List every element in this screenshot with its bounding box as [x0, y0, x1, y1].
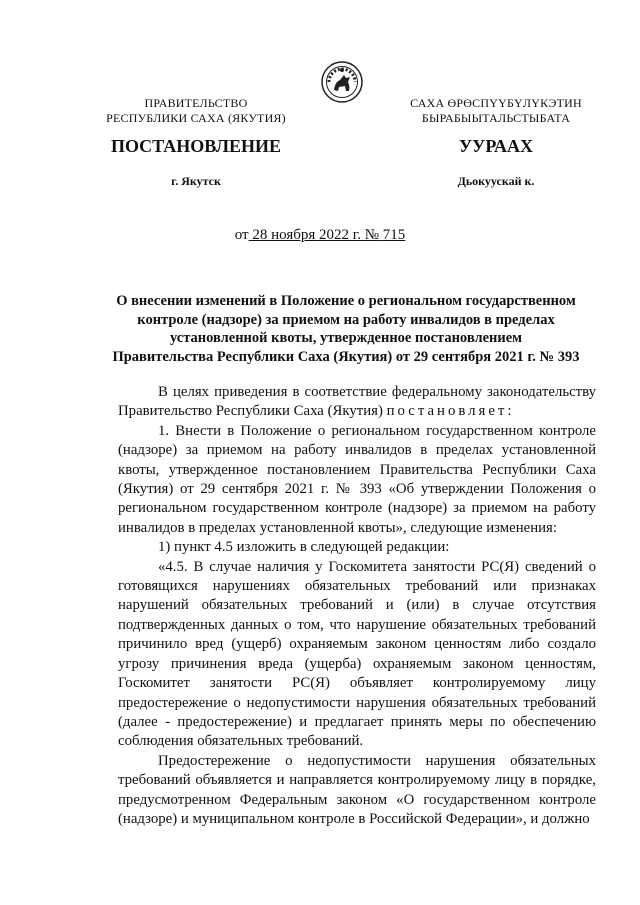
document-date: 28 ноября 2022 г. [248, 227, 361, 243]
city-ru: г. Якутск [171, 174, 221, 188]
document-body [118, 383, 596, 829]
government-name-sah-line2: БЫРАБЫЫТАЛЬСТЫБАТА [421, 111, 571, 125]
government-name-ru [96, 96, 296, 126]
city-sah: Дьокуускай к. [457, 174, 535, 188]
preamble-text: В целях приведения в соответствие федеральному законодательству Правительство Республики Саха (Якутия) [118, 384, 596, 420]
government-name-ru-line1: ПРАВИТЕЛЬСТВО [144, 96, 248, 110]
date-prefix: от [234, 227, 249, 243]
title-line: установленной квоты, утвержденное постановлением [169, 330, 523, 346]
government-name-sah [386, 96, 606, 126]
document-title [96, 292, 596, 366]
paragraph-preamble [118, 383, 596, 422]
government-name-ru-line2: РЕСПУБЛИКИ САХА (ЯКУТИЯ) [106, 111, 286, 125]
resolves-word: постановляет: [386, 403, 515, 420]
government-name-sah-line1: САХА ӨРӨСПҮҮБҮЛҮКЭТИН [410, 96, 582, 110]
title-line: О внесении изменений в Положение о региональном государственном [116, 293, 576, 309]
document-type-sah: УУРААХ [458, 136, 534, 156]
coat-of-arms-icon [320, 60, 364, 104]
title-line: контроле (надзоре) за приемом на работу инвалидов в пределах [137, 311, 555, 328]
paragraph-subitem-1: 1) пункт 4.5 изложить в следующей редакции: [158, 539, 450, 556]
number-label: № [360, 227, 383, 243]
title-line: Правительства Республики Саха (Якутия) от 29 сентября 2021 г. № 393 [112, 348, 580, 365]
date-number-line [0, 227, 640, 244]
document-type-ru: ПОСТАНОВЛЕНИЕ [110, 136, 282, 156]
paragraph-item-1: 1. Внести в Положение о региональном государственном контроле (надзоре) за приемом на работу инвалидов в пределах установленной квоты, утвержденное постановлением Правительства Республики Саха (Якутия) от 29 сентября 2021 г. № 393 «Об утверждении Положения о региональном государственном контроле (надзоре) за приемом на работу инвалидов в пределах установленной квоты», следующие изменения: [118, 422, 596, 536]
paragraph-warning: Предостережение о недопустимости нарушения обязательных требований объявляется и направляется контролируемому лицу в порядке, предусмотренном Федеральным законом «О государственном контроле (надзоре) и муниципальном контроле в Российской Федерации», и должно [118, 752, 596, 827]
paragraph-clause-4-5: «4.5. В случае наличия у Госкомитета занятости РС(Я) сведений о готовящихся нарушениях обязательных требований или признаках нарушений обязательных требований и (или) в случае отсутствия подтвержденных данных о том, что нарушение обязательных требований причинило вред (ущерб) охраняемым законом ценностям либо создало угрозу причинения вреда (ущерба) охраняемым законом ценностям, Госкомитет занятости РС(Я) объявляет контролируемому лицу предостережение о недопустимости нарушения обязательных требований (далее - предостережение) и предлагает принять меры по обеспечению соблюдения обязательных требований. [118, 558, 596, 750]
document-number: 715 [382, 227, 406, 243]
